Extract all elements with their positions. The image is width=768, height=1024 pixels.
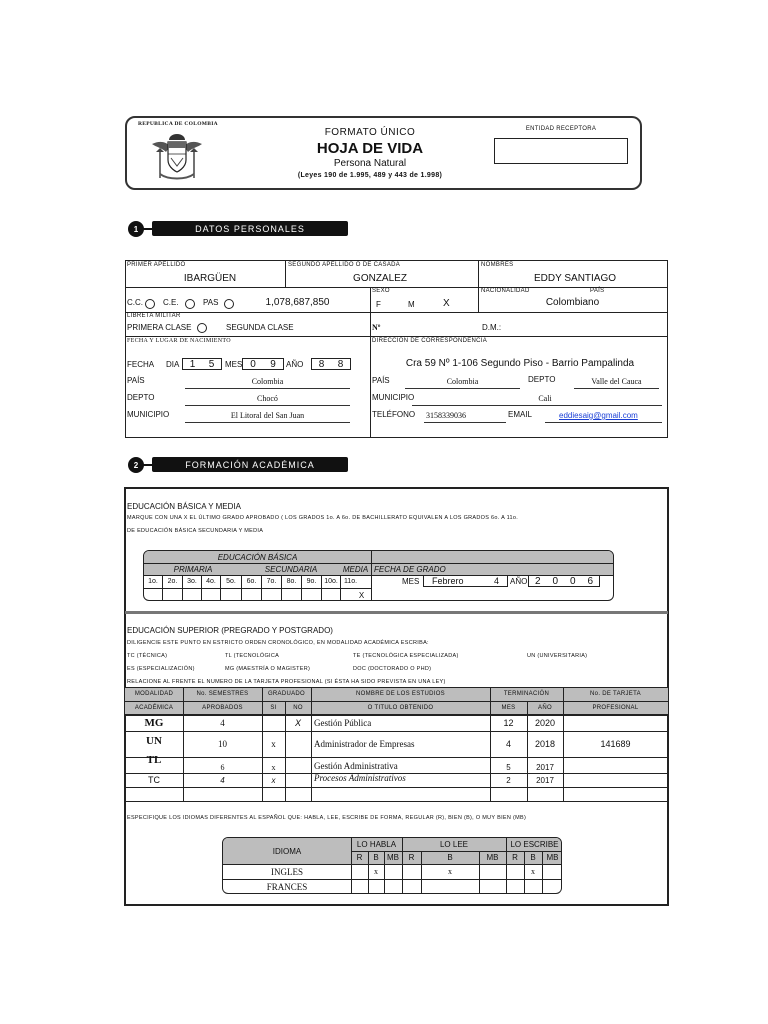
municipio2-label: MUNICIPIO [372, 393, 415, 402]
es-legend: ES (ESPECIALIZACIÓN) [127, 666, 195, 672]
h-aprobados: APROBADOS [202, 705, 243, 711]
tc-legend: TC (TÉCNICA) [127, 653, 168, 659]
section-number-2: 2 [128, 457, 144, 473]
nacionalidad-label: NACIONALIDAD [481, 288, 530, 294]
grado-anio-field[interactable]: 2 0 0 6 [528, 575, 600, 587]
row2-tarjeta[interactable]: 141689 [600, 739, 631, 749]
mes-field[interactable]: 0 9 [242, 358, 284, 370]
ce-radio[interactable] [185, 299, 195, 309]
row3-semestres[interactable]: 6 [220, 762, 225, 772]
segundo-apellido-value[interactable]: GONZALEZ [353, 273, 407, 284]
divider [125, 611, 668, 614]
idioma-row1-escribe-b[interactable]: x [531, 867, 535, 876]
h-mes: MES [501, 705, 516, 711]
telefono-label: TELÉFONO [372, 410, 416, 419]
h-modalidad: MODALIDAD [134, 691, 174, 697]
leyes-label: (Leyes 190 de 1.995, 489 y 443 de 1.998) [297, 172, 443, 179]
grado-mark-cell[interactable] [221, 588, 242, 601]
grado-anio-label: AÑO [510, 577, 528, 586]
h-escribe-mb: MB [546, 853, 559, 862]
primera-clase-label: PRIMERA CLASE [127, 323, 192, 332]
idiomas-instr: ESPECIFIQUE LOS IDIOMAS DIFERENTES AL ESPAÑOL QUE: HABLA, LEE, ESCRIBE DE FORMA, REGULAR (R), BIEN (B), O MUY BIEN (MB) [127, 815, 527, 821]
h-tarjeta: No. DE TARJETA [590, 691, 641, 697]
h-no: NO [293, 705, 303, 711]
nombres-label: NOMBRES [481, 262, 514, 268]
idioma-row1-habla-b[interactable]: x [374, 867, 378, 876]
row1-semestres[interactable]: 4 [220, 718, 225, 728]
pais2-value[interactable]: Colombia [446, 377, 479, 386]
pais-top-label: PAÍS [590, 288, 605, 294]
pais2-label: PAÍS [372, 376, 390, 385]
correspondencia-label: DIRECCIÓN DE CORRESPONDENCIA [372, 338, 488, 344]
pas-radio[interactable] [224, 299, 234, 309]
superior-instr: DILIGENCIE ESTE PUNTO EN ESTRICTO ORDEN CRONOLÓGICO, EN MODALIDAD ACADÉMICA ESCRIBA: [127, 640, 429, 646]
row2-mes[interactable]: 4 [505, 739, 511, 749]
grado-cell[interactable]: 4o. [202, 575, 221, 588]
grado-mes-field[interactable]: Febrero 4 [423, 575, 508, 587]
h-lee: LO LEE [439, 840, 468, 849]
row1-anio[interactable]: 2020 [534, 718, 556, 728]
primer-apellido-label: PRIMER APELLIDO [127, 262, 186, 268]
h-lee-r: R [408, 853, 415, 862]
grado-mark-cell[interactable] [242, 588, 262, 601]
h-terminacion: TERMINACIÓN [503, 691, 550, 697]
row1-no[interactable]: X [294, 718, 301, 728]
section-title-2: FORMACIÓN ACADÉMICA [152, 457, 348, 472]
pais-value[interactable]: Colombia [251, 377, 284, 386]
h-graduado: GRADUADO [267, 691, 306, 697]
page-title: HOJA DE VIDA [316, 140, 424, 157]
grado-mark-cell[interactable] [302, 588, 322, 601]
idiomas-table [222, 837, 562, 894]
sexo-m[interactable]: M [408, 300, 415, 309]
idioma-row1[interactable]: INGLES [271, 866, 303, 877]
row2-semestres[interactable]: 10 [218, 739, 227, 749]
h-habla-r: R [356, 853, 363, 862]
section-number: 1 [128, 221, 144, 237]
te-legend: TE (TECNOLÓGICA ESPECIALIZADA) [353, 653, 459, 659]
documento-value[interactable]: 1,078,687,850 [265, 297, 330, 308]
idioma-row1-lee-b[interactable]: x [448, 867, 452, 876]
relacione-instr: RELACIONE AL FRENTE EL NUMERO DE LA TARJETA PROFESIONAL (SI ÉSTA HA SIDO PREVISTA EN UNA LEY) [127, 679, 446, 685]
row3-modalidad[interactable]: TL [146, 754, 162, 766]
h-anio: AÑO [538, 705, 552, 711]
row4-modalidad[interactable]: TC [148, 775, 160, 785]
dia-label: DIA [166, 360, 180, 369]
row3-nombre[interactable]: Gestión Administrativa [314, 761, 398, 771]
basica-head: EDUCACIÓN BÁSICA [217, 552, 298, 562]
grado-mark-cell[interactable] [183, 588, 202, 601]
ce-label: C.E. [163, 298, 179, 307]
pas-label: PAS [203, 298, 219, 307]
grado-mes-label: MES [402, 577, 420, 586]
h-titulo: O TITULO OBTENIDO [367, 705, 434, 711]
row4-nombre[interactable]: Procesos Administrativos [314, 773, 406, 783]
fecha-label: FECHA [127, 360, 155, 369]
superior-table [125, 687, 668, 801]
depto2-label: DEPTO [528, 375, 556, 384]
h-habla-mb: MB [387, 853, 399, 862]
basica-table [143, 550, 614, 601]
row1-mes[interactable]: 12 [503, 718, 514, 728]
row3-mes[interactable]: 5 [506, 762, 511, 772]
anio-label: AÑO [286, 360, 304, 369]
h-lee-b: B [447, 853, 453, 862]
grado-mark-cell[interactable] [262, 588, 282, 601]
cc-label: C.C. [127, 298, 143, 307]
h-si: SI [270, 705, 277, 711]
segunda-clase-label: SEGUNDA CLASE [226, 323, 294, 332]
row3-si[interactable]: x [271, 762, 276, 772]
municipio-label: MUNICIPIO [127, 410, 170, 419]
direccion-value[interactable]: Cra 59 Nº 1-106 Segundo Piso - Barrio Pampalinda [405, 358, 635, 369]
section-title: DATOS PERSONALES [152, 221, 348, 236]
mes-label: MES [225, 360, 243, 369]
pais-label: PAÍS [127, 376, 145, 385]
grado-cell[interactable]: 8o. [282, 575, 302, 588]
nacionalidad-value[interactable]: Colombiano [545, 297, 600, 308]
grado-cell[interactable]: 6o. [242, 575, 262, 588]
idioma-row2[interactable]: FRANCES [266, 881, 308, 892]
mg-legend: MG (MAESTRÍA O MAGISTER) [225, 666, 311, 672]
grado-cell[interactable]: 5o. [221, 575, 242, 588]
h-escribe-b: B [530, 853, 536, 862]
email-label: EMAIL [508, 410, 533, 419]
grado-mark-cell[interactable] [144, 588, 163, 601]
grado-cell[interactable]: 11o. [343, 578, 358, 585]
doc-legend: DOC (DOCTORADO O PHD) [353, 666, 432, 672]
row2-si[interactable]: x [271, 739, 276, 749]
h-escribe: LO ESCRIBE [510, 840, 559, 849]
row4-mes[interactable]: 2 [506, 775, 511, 785]
row1-modalidad[interactable]: MG [144, 717, 164, 729]
grado-mark-cell[interactable] [163, 588, 183, 601]
grado-cell[interactable]: 3o. [183, 575, 202, 588]
row4-semestres[interactable]: 4 [220, 775, 225, 785]
coat-of-arms-icon [146, 130, 208, 184]
sexo-label: SEXO [372, 288, 390, 294]
h-habla: LO HABLA [356, 840, 397, 849]
secundaria-label: SECUNDARIA [264, 564, 318, 574]
un-legend: UN (UNIVERSITARIA) [527, 653, 588, 659]
email-link[interactable]: eddiesaig@gmail.com [559, 411, 638, 420]
grado-cell[interactable]: 2o. [163, 575, 183, 588]
formato-label: FORMATO ÚNICO [324, 127, 416, 138]
row2-anio[interactable]: 2018 [534, 739, 556, 749]
fecha-grado-label: FECHA DE GRADO [374, 564, 446, 574]
h-academica: ACADÉMICA [134, 705, 174, 711]
dia-field[interactable]: 1 5 [182, 358, 222, 370]
tl-legend: TL (TECNOLÓGICA [225, 653, 280, 659]
h-semestres: No. SEMESTRES [196, 691, 249, 697]
segundo-apellido-label: SEGUNDO APELLIDO O DE CASADA [288, 262, 401, 268]
media-label: MEDIA [342, 564, 369, 574]
grado-mark-cell[interactable] [202, 588, 221, 601]
h-escribe-r: R [512, 853, 518, 862]
basica-instr1: MARQUE CON UNA X EL ÚLTIMO GRADO APROBADO ( LOS GRADOS 1o. A 6o. DE BACHILLERATO EQUIVALEN A LOS GRADOS 6o. A 11o. [127, 515, 519, 521]
row2-modalidad[interactable]: UN [146, 735, 162, 747]
primer-apellido-value[interactable]: IBARGÜEN [183, 273, 237, 284]
entidad-input[interactable] [494, 138, 628, 164]
sexo-mark: X [443, 298, 450, 309]
depto-label: DEPTO [127, 393, 155, 402]
grado-cell[interactable]: 10o. [322, 575, 341, 588]
nacimiento-label: FECHA Y LUGAR DE NACIMIENTO [127, 338, 231, 344]
republica-label: REPUBLICA DE COLOMBIA [138, 121, 218, 127]
basica-instr2: DE EDUCACIÓN BÁSICA SECUNDARIA Y MEDIA [127, 528, 264, 534]
primaria-label: PRIMARIA [173, 564, 213, 574]
grado-mark-cell[interactable] [282, 588, 302, 601]
h-idioma: IDIOMA [272, 846, 302, 856]
h-habla-b: B [373, 853, 379, 862]
row4-anio[interactable]: 2017 [536, 775, 554, 785]
h-lee-mb: MB [486, 853, 499, 862]
dm-label: D.M.: [482, 323, 502, 332]
grado-mark: X [358, 590, 365, 600]
h-nombre: NOMBRE DE LOS ESTUDIOS [356, 691, 445, 697]
row2-nombre[interactable]: Administrador de Empresas [314, 739, 415, 749]
municipio2-value[interactable]: Cali [538, 394, 552, 403]
h-profesional: PROFESIONAL [592, 705, 639, 711]
row4-si[interactable]: x [271, 775, 276, 785]
depto2-value[interactable]: Valle del Cauca [591, 377, 642, 386]
primera-clase-radio[interactable] [197, 323, 207, 333]
numero-label: Nº [372, 323, 381, 332]
grado-mark-cell[interactable] [341, 588, 360, 601]
depto-value[interactable]: Chocó [257, 394, 278, 403]
entidad-label: ENTIDAD RECEPTORA [525, 126, 597, 132]
grado-mark-cell[interactable] [322, 588, 341, 601]
row3-anio[interactable]: 2017 [536, 762, 554, 772]
sexo-f[interactable]: F [376, 300, 381, 309]
libreta-label: LIBRETA MILITAR [127, 313, 181, 319]
grado-cell[interactable]: 7o. [262, 575, 282, 588]
nombres-value[interactable]: EDDY SANTIAGO [533, 273, 617, 284]
municipio-value[interactable]: El Litoral del San Juan [230, 411, 305, 420]
grado-cell[interactable]: 9o. [302, 575, 322, 588]
anio-field[interactable]: 8 8 [311, 358, 351, 370]
row1-nombre[interactable]: Gestión Pública [314, 718, 372, 728]
cc-radio[interactable] [145, 299, 155, 309]
subtitle: Persona Natural [333, 158, 407, 169]
telefono-value[interactable]: 3158339036 [426, 411, 466, 420]
basica-title: EDUCACIÓN BÁSICA Y MEDIA [127, 502, 241, 511]
grado-cell[interactable]: 1o. [144, 575, 163, 588]
superior-title: EDUCACIÓN SUPERIOR (PREGRADO Y POSTGRADO) [127, 626, 333, 635]
